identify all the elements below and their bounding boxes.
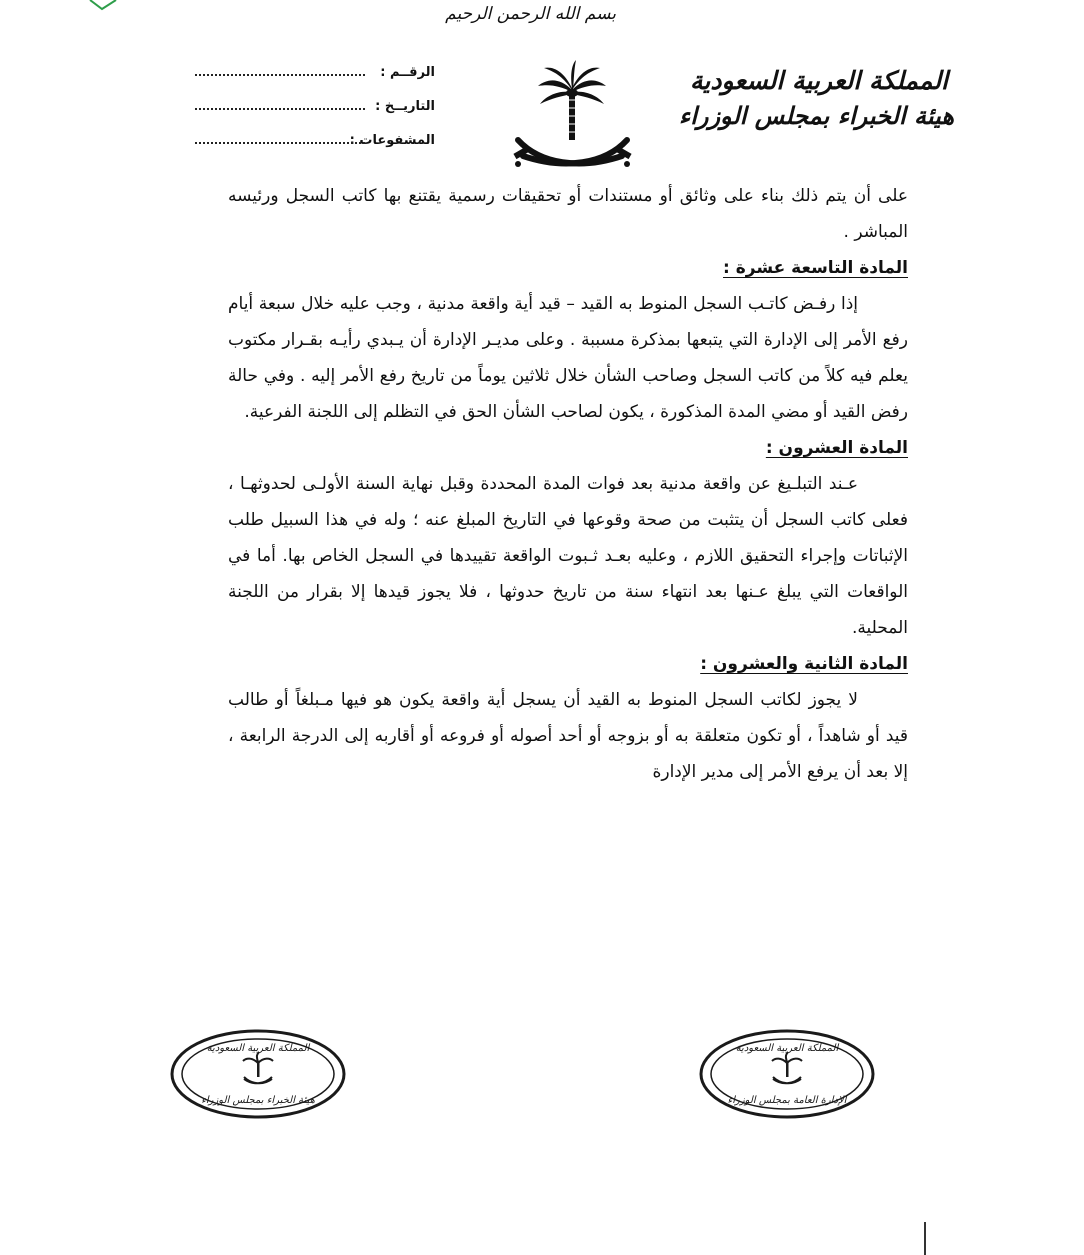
reference-number-label: الرقــم : bbox=[380, 65, 435, 80]
article-20-text: عـند التبلـيغ عن واقعة مدنية بعد فوات المدة المحددة وقبل نهاية السنة الأولـى لحدوثهـا ، فعلى كاتب السجل أن يتثبت من صحة وقوعها في التاريخ المبلغ عنه ؛ وله في هذا السبيل طلب الإثباتات وإجراء التحقيق اللازم ، وعليه بعـد ثـبوت الواقعة تقييدها في السجل الخاص بها. أما في الواقعات التي يبلغ عـنها بعد انتهاء سنة من تاريخ حدوثها ، فلا يجوز قيدها إلا بقرار من اللجنة المحلية. bbox=[228, 474, 908, 638]
attachments-line bbox=[195, 130, 365, 144]
document-body bbox=[228, 178, 908, 790]
attachments-field bbox=[195, 130, 435, 152]
reference-number-field bbox=[195, 62, 435, 84]
left-stamp-top-text: المملكة العربية السعودية bbox=[206, 1043, 310, 1054]
article-22-text: لا يجوز لكاتب السجل المنوط به القيد أن يسجل أية واقعة يكون هو فيها مـبلغاً أو طالب قيد أو شاهداً ، أو تكون متعلقة به أو بزوجه أو أحد أصوله أو فروعه أو أقاربه إلى الدرجة الرابعة ، إلا بعد أن يرفع الأمر إلى مدير الإدارة bbox=[228, 690, 908, 782]
letter-meta-fields bbox=[195, 62, 435, 164]
administration-seal-stamp-icon bbox=[697, 1027, 877, 1121]
reference-number-line bbox=[195, 62, 365, 76]
corner-mark-icon bbox=[88, 0, 118, 12]
article-20-heading: المادة العشرون : bbox=[765, 438, 908, 458]
article-19-text: إذا رفـض كاتـب السجل المنوط به القيد – قيد أية واقعة مدنية ، وجب عليه خلال سبعة أيام رفع الأمر إلى الإدارة التي يتبعها بمذكرة مسببة . وعلى مديـر الإدارة أن يـبدي رأيـه بقـرار مكتوب يعلم فيه كلاً من كاتب السجل وصاحب الشأن خلال ثلاثين يوماً من تاريخ رفع الأمر إليه . وفي حالة رفض القيد أو مضي المدة المذكورة ، يكون لصاحب الشأن الحق في التظلم إلى اللجنة الفرعية. bbox=[228, 294, 908, 422]
left-stamp-bottom-text: هيئة الخبراء بمجلس الوزراء bbox=[201, 1095, 315, 1106]
letterhead-authority bbox=[678, 66, 954, 131]
right-stamp-bottom-text: الإدارة العامة بمجلس الوزراء bbox=[727, 1095, 847, 1106]
continuation-paragraph: على أن يتم ذلك بناء على وثائق أو مستندات أو تحقيقات رسمية يقتنع بها كاتب السجل ورئيسه المباشر . bbox=[228, 186, 908, 242]
attachments-label: المشفوعات : bbox=[349, 133, 435, 148]
bureau-seal-stamp-icon bbox=[168, 1027, 348, 1121]
article-22-heading: المادة الثانية والعشرون : bbox=[700, 654, 908, 674]
right-stamp-top-text: المملكة العربية السعودية bbox=[735, 1043, 839, 1054]
page-edge-mark bbox=[924, 1222, 934, 1255]
date-line bbox=[195, 96, 365, 110]
basmala: بسم الله الرحمن الرحيم bbox=[445, 4, 616, 24]
date-label: التاريــخ : bbox=[375, 99, 435, 114]
bureau-name: هيئة الخبراء بمجلس الوزراء bbox=[678, 101, 954, 130]
article-19-heading: المادة التاسعة عشرة : bbox=[723, 258, 908, 278]
palm-swords-emblem-icon bbox=[510, 60, 635, 178]
kingdom-name: المملكة العربية السعودية bbox=[689, 66, 949, 95]
date-field bbox=[195, 96, 435, 118]
